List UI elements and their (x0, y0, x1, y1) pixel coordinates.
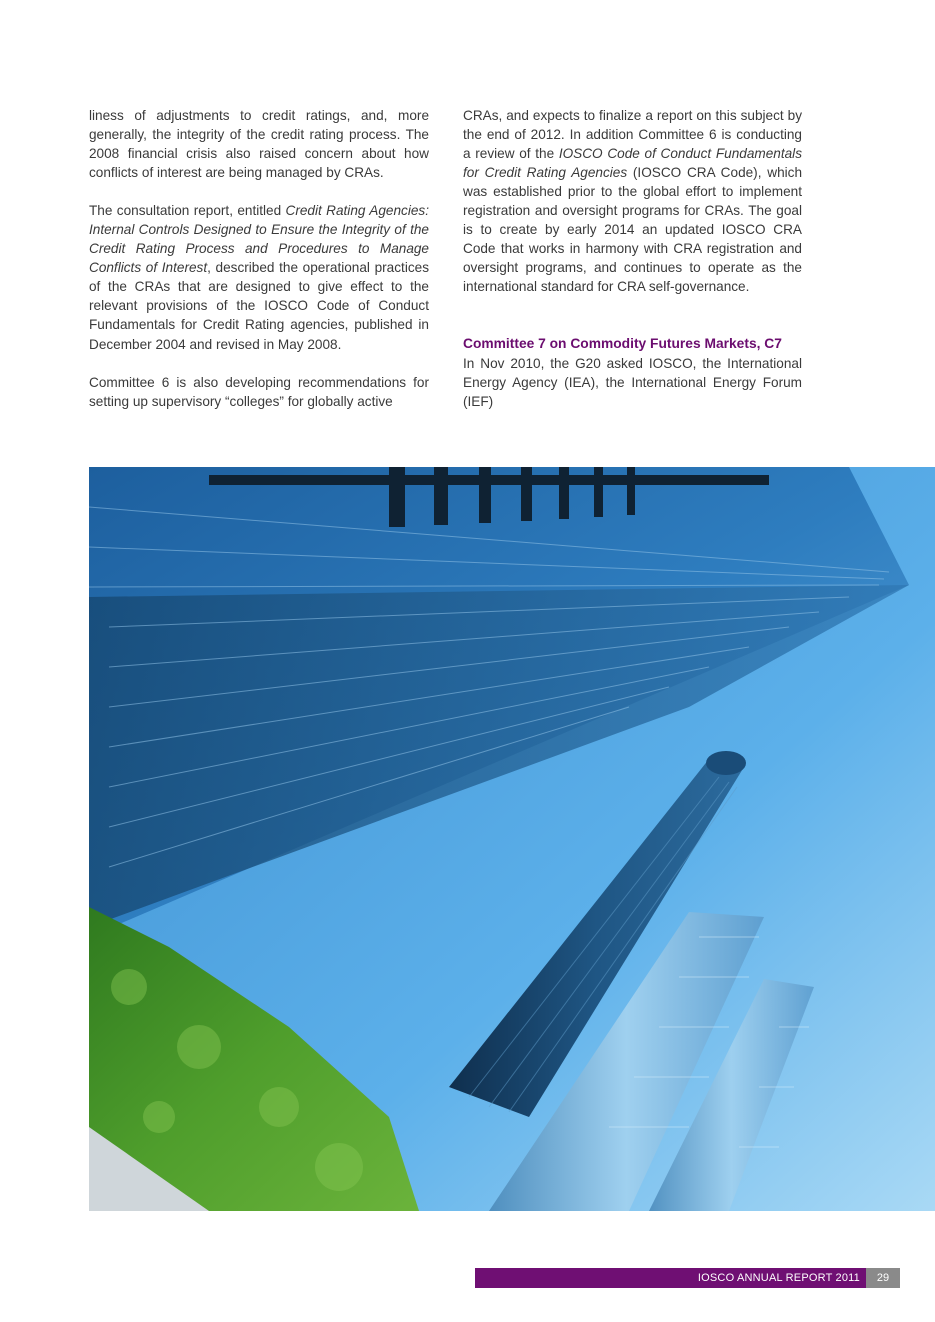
consultation-report-title: Credit Rating Agencies: Internal Controls Designed to Ensure the Integrity of the Credit Rating Process and Procedures to Manage Conflicts of Interest (89, 203, 429, 276)
cra-review-rest: (IOSCO CRA Code), which was established prior to the global effort to implement registration and oversight programs for CRAs. The goal is to create by early 2014 an updated IOSCO CRA Code that works in harmony with CRA registration and oversight programs, and continues to operate as the international standard for CRA self-governance. (463, 165, 803, 295)
dark-tower-top (706, 751, 746, 775)
right-paragraph-1 (463, 106, 802, 296)
left-paragraph-3: Committee 6 is also developing recommendations for setting up supervisory “colleges” for globally active (89, 374, 429, 409)
footer-report-label-bar (475, 1268, 866, 1288)
page-number: 29 (866, 1268, 900, 1288)
left-text-column (89, 106, 429, 411)
left-paragraph-1: liness of adjustments to credit ratings, and, more generally, the integrity of the credit rating process. The 2008 financial crisis also raised concern about how conflicts of interest are being managed by CRAs. (89, 108, 429, 181)
right-text-column (463, 106, 802, 411)
cra-code-title: IOSCO Code of Conduct Fundamentals for Credit Rating Agencies (463, 146, 802, 181)
right-paragraph-2: In Nov 2010, the G20 asked IOSCO, the International Energy Agency (IEA), the International Energy Forum (IEF) (463, 355, 802, 409)
section-heading-c7: Committee 7 on Commodity Futures Markets, C7 (463, 336, 782, 352)
skyscrapers-photo (89, 467, 935, 1211)
footer-report-label: IOSCO ANNUAL REPORT 2011 (697, 1272, 860, 1284)
consultation-intro: The consultation report, entitled (89, 203, 286, 219)
consultation-description: , described the operational practices of the CRAs that are designed to give effect to the relevant provisions of the IOSCO Code of Conduct Fundamentals for Credit Rating agencies, published in December 2004 and revised in May 2008. (89, 260, 429, 352)
cra-review-intro: CRAs, and expects to finalize a report on this subject by the end of 2012. In addition Committee 6 is conducting a review of the (463, 108, 802, 162)
left-paragraph-2 (89, 201, 429, 353)
